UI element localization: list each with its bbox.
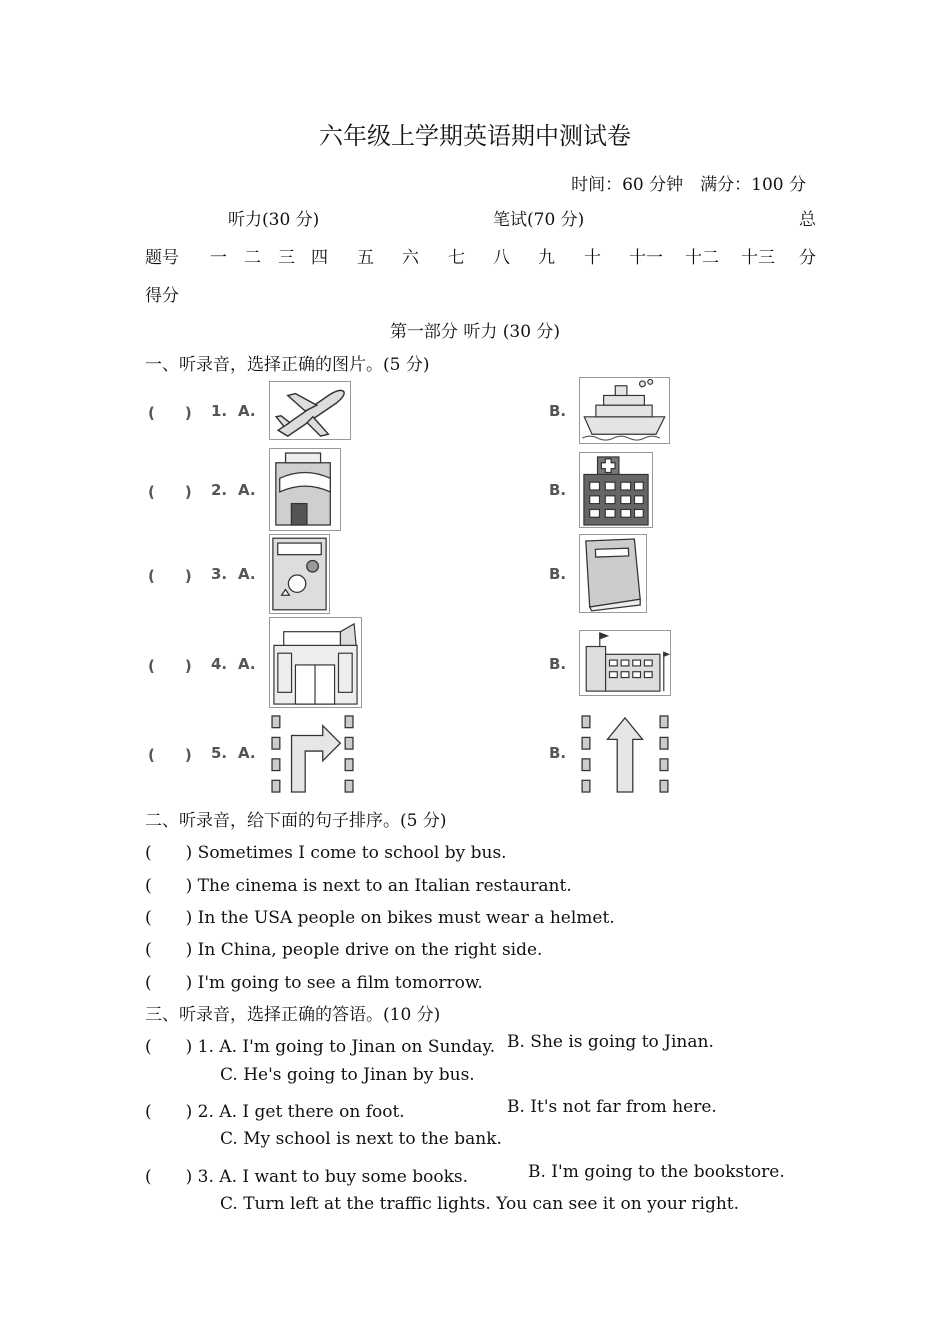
school-icon <box>579 630 671 696</box>
col-1: 一 <box>210 248 227 268</box>
list-item: ( ) I'm going to see a film tomorrow. <box>145 973 483 993</box>
list-item: ( ) In China, people drive on the right side. <box>145 940 543 960</box>
answer-paren: ( ) <box>148 746 192 764</box>
question-option-c: C. Turn left at the traffic lights. You can see it on your right. <box>220 1194 740 1214</box>
part-one-heading: 第一部分 听力 (30 分) <box>389 322 561 342</box>
option-b-label: B. <box>549 481 567 499</box>
comic-book-icon <box>269 534 330 614</box>
page-title: 六年级上学期英语期中测试卷 <box>319 122 631 150</box>
option-a-label: A. <box>238 744 256 762</box>
question-option-a: ( ) 1. A. I'm going to Jinan on Sunday. <box>145 1037 496 1057</box>
answer-paren: ( ) <box>148 404 192 422</box>
question-option-b: B. I'm going to the bookstore. <box>528 1162 785 1182</box>
section-1-heading: 一、听录音，选择正确的图片。(5 分) <box>145 355 430 375</box>
listening-header: 听力(30 分) <box>228 210 320 230</box>
question-option-c: C. My school is next to the bank. <box>220 1129 502 1149</box>
cinema-icon <box>269 448 341 531</box>
answer-paren: ( ) <box>148 483 192 501</box>
airplane-icon <box>269 381 351 440</box>
section-2-heading: 二、听录音，给下面的句子排序。(5 分) <box>145 811 447 831</box>
option-b-label: B. <box>549 655 567 673</box>
exam-meta: 时间：60 分钟 满分：100 分 <box>571 175 806 195</box>
answer-paren: ( ) <box>148 657 192 675</box>
score-label: 得分 <box>145 286 179 306</box>
question-option-a: ( ) 2. A. I get there on foot. <box>145 1102 405 1122</box>
total-header-top: 总 <box>799 210 816 230</box>
item-number: 1. <box>211 402 228 420</box>
supermarket-icon <box>269 617 362 708</box>
col-8: 八 <box>493 248 510 268</box>
col-13: 十三 <box>741 248 775 268</box>
option-b-label: B. <box>549 565 567 583</box>
col-6: 六 <box>402 248 419 268</box>
option-b-label: B. <box>549 402 567 420</box>
col-7: 七 <box>448 248 465 268</box>
question-option-b: B. It's not far from here. <box>507 1097 717 1117</box>
list-item: ( ) In the USA people on bikes must wear a helmet. <box>145 908 615 928</box>
hospital-icon <box>579 452 653 528</box>
question-option-b: B. She is going to Jinan. <box>507 1032 714 1052</box>
col-11: 十一 <box>629 248 663 268</box>
question-number-label: 题号 <box>145 248 179 268</box>
ship-icon <box>579 377 670 444</box>
col-3: 三 <box>278 248 295 268</box>
col-5: 五 <box>357 248 374 268</box>
col-4: 四 <box>311 248 328 268</box>
item-number: 4. <box>211 655 228 673</box>
item-number: 3. <box>211 565 228 583</box>
turn-right-icon <box>269 713 356 794</box>
option-a-label: A. <box>238 402 256 420</box>
option-a-label: A. <box>238 565 256 583</box>
item-number: 2. <box>211 481 228 499</box>
col-12: 十二 <box>685 248 719 268</box>
option-b-label: B. <box>549 744 567 762</box>
writing-header: 笔试(70 分) <box>493 210 585 230</box>
question-option-a: ( ) 3. A. I want to buy some books. <box>145 1167 468 1187</box>
question-option-c: C. He's going to Jinan by bus. <box>220 1065 475 1085</box>
col-2: 二 <box>244 248 261 268</box>
list-item: ( ) The cinema is next to an Italian restaurant. <box>145 876 572 896</box>
col-10: 十 <box>584 248 601 268</box>
item-number: 5. <box>211 744 228 762</box>
col-9: 九 <box>538 248 555 268</box>
answer-paren: ( ) <box>148 567 192 585</box>
dictionary-icon <box>579 534 647 613</box>
option-a-label: A. <box>238 481 256 499</box>
section-3-heading: 三、听录音，选择正确的答语。(10 分) <box>145 1005 441 1025</box>
total-header-bottom: 分 <box>799 248 816 268</box>
option-a-label: A. <box>238 655 256 673</box>
list-item: ( ) Sometimes I come to school by bus. <box>145 843 507 863</box>
go-straight-icon <box>579 713 671 794</box>
